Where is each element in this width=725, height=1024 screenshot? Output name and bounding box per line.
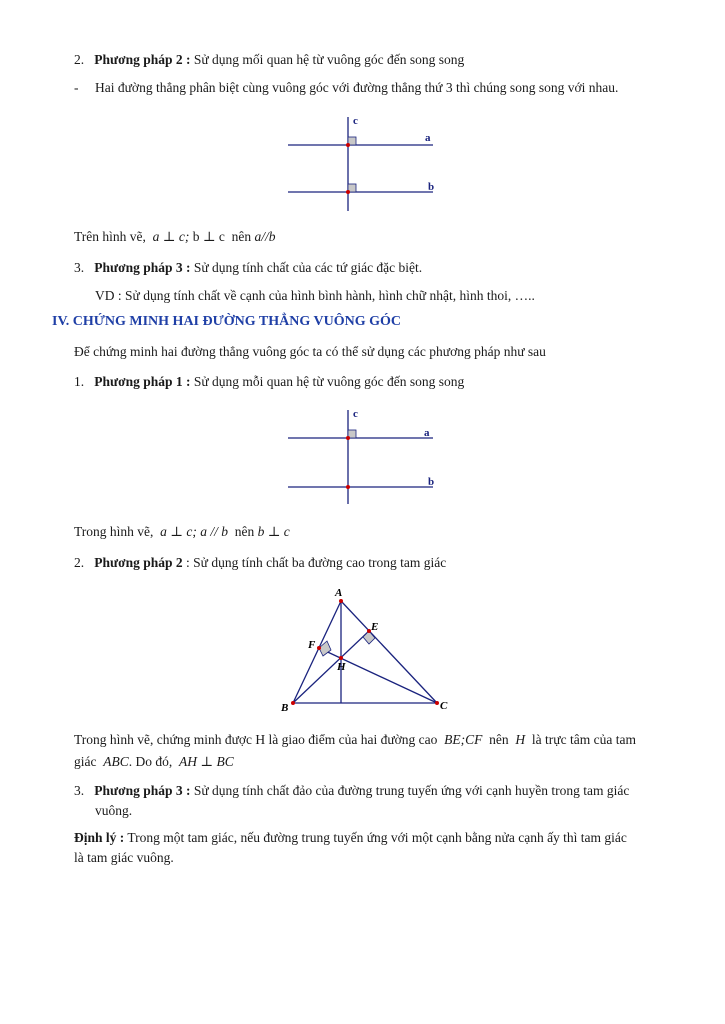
caption-math: H [515,732,526,747]
label-a: A [335,587,343,599]
item-text: : Sử dụng tính chất ba đường cao trong tam giác [186,555,447,570]
label-b: b [428,181,435,193]
caption-math: a // b [200,524,228,539]
label-e: E [371,621,379,633]
caption-text: Trong hình vẽ, [74,524,154,539]
item-title: Phương pháp 2 : [94,52,191,67]
point-c [435,701,439,705]
caption-text: Trong hình vẽ, chứng minh được H là giao điểm của hai đường cao [74,732,438,747]
caption-math: BE;CF [444,732,483,747]
figure-3-caption-line1 [74,731,636,749]
item-title: Phương pháp 1 : [94,374,191,389]
caption-math: ABC [103,754,129,769]
point-f [317,646,321,650]
section-heading-iv: IV. CHỨNG MINH HAI ĐƯỜNG THẲNG VUÔNG GÓC [52,314,401,329]
label-a: a [425,132,431,144]
item-number: 2. [74,555,85,570]
item-text: Sử dụng mỗi quan hệ từ vuông góc đến song song [193,374,465,389]
caption-math: a//b [254,229,276,244]
caption-math: a ⊥ c; [160,524,197,539]
caption-text: . Do đó, [128,754,173,769]
item-number: 1. [74,374,85,389]
label-b: B [281,702,289,714]
caption-text: nên [234,524,255,539]
item-title: Phương pháp 3 : [94,260,191,275]
theorem [74,829,627,847]
side-ab [293,601,341,703]
altitude-cf [319,648,437,703]
bullet-dash: - [74,80,79,95]
caption-text: Trên hình vẽ, [74,229,146,244]
item-number: 2. [74,52,85,67]
point-b [291,701,295,705]
item-text: Sử dụng mối quan hệ từ vuông góc đến song song [193,52,465,67]
example-text: VD : Sử dụng tính chất về cạnh của hình bình hành, hình chữ nhật, hình thoi, ….. [95,288,535,303]
caption-math: b ⊥ c [192,229,225,244]
side-ac [341,601,437,703]
caption-text: nên [231,229,252,244]
caption-text: nên [489,732,509,747]
label-f: F [308,639,316,651]
item-text: Sử dụng tính chất đảo của đường trung tuyến ứng với cạnh huyền trong tam giác [193,783,630,798]
theorem-text: Trong một tam giác, nếu đường trung tuyến ứng với một cạnh bằng nửa cạnh ấy thì tam giác [127,830,627,845]
label-h: H [337,661,346,673]
altitude-be [293,631,369,703]
label-c: c [353,115,358,127]
point-h [339,656,343,660]
item-text: Sử dụng tính chất của các tứ giác đặc biệt. [193,260,423,275]
item-number: 3. [74,260,85,275]
caption-math: AH ⊥ BC [179,754,234,769]
item-number: 3. [74,783,85,798]
item-title: Phương pháp 2 [94,555,183,570]
label-a: a [424,427,430,439]
caption-text: giác [74,754,97,769]
method-3-median [74,782,629,800]
label-b: b [428,476,435,488]
section-intro: Để chứng minh hai đường thẳng vuông góc ta có thể sử dụng các phương pháp như sau [74,344,546,359]
label-c: C [440,700,448,712]
bullet-text: Hai đường thẳng phân biệt cùng vuông góc với đường thẳng thứ 3 thì chúng song song với nhau. [95,80,619,95]
figure-3-caption-line2 [74,753,234,771]
point-a [339,599,343,603]
caption-math: a ⊥ c; [152,229,190,244]
item-text-continuation: vuông. [95,803,133,818]
theorem-text-continuation: là tam giác vuông. [74,850,174,865]
caption-math: b ⊥ c [257,524,290,539]
caption-text: là trực tâm của tam [531,732,636,747]
theorem-label: Định lý : [74,830,125,845]
item-title: Phương pháp 3 : [94,783,191,798]
label-c: c [353,408,358,420]
